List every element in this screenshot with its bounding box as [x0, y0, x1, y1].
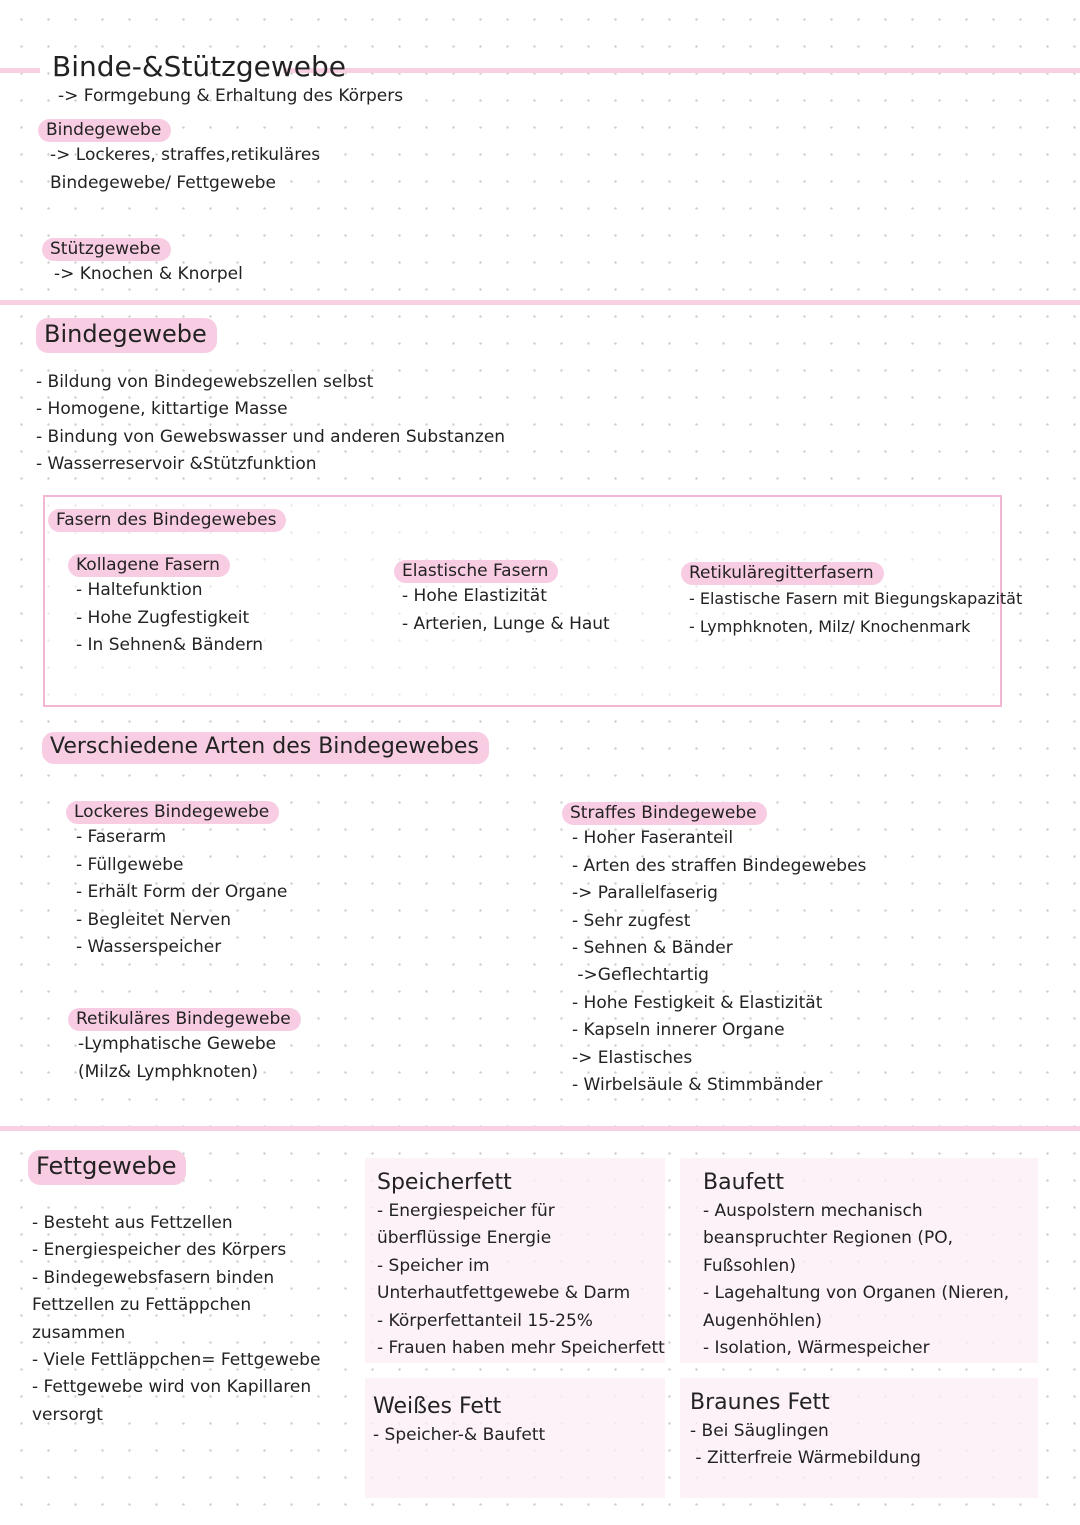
bindegewebe-section [36, 318, 505, 478]
list-item: - Faserarm [76, 827, 167, 848]
overview-stuetzgewebe-label: Stützgewebe [42, 238, 171, 261]
fasern-column-retikulaere [681, 562, 1022, 640]
straffes-items [572, 825, 866, 1099]
list-item: - Lagehaltung von Organen (Nieren, Augenhöhlen) [703, 1283, 1010, 1331]
list-item: - Frauen haben mehr Speicherfett [377, 1338, 665, 1359]
list-item: - Wirbelsäule & Stimmbänder [572, 1075, 823, 1096]
bindegewebe-points [36, 369, 505, 479]
fasern-column-label: Retikuläregitterfasern [681, 562, 884, 585]
list-item: - Haltefunktion [76, 580, 203, 601]
page-title: Binde-&Stützgewebe [52, 50, 346, 83]
list-item: - Wasserreservoir &Stützfunktion [36, 454, 317, 475]
list-item: ->Geflechtartig [572, 965, 709, 986]
braunes-fett-title: Braunes Fett [690, 1390, 830, 1415]
straffes-bindegewebe [562, 802, 866, 1099]
list-item: (Milz& Lymphknoten) [78, 1061, 258, 1082]
fasern-column-kollagene [68, 554, 263, 660]
list-item: - Bindung von Gewebswasser und anderen Substanzen [36, 426, 506, 447]
list-item: - Energiespeicher für überflüssige Energie [377, 1201, 555, 1249]
list-item: - Hohe Zugfestigkeit [76, 607, 250, 628]
retikulares-bindegewebe [68, 1008, 301, 1086]
list-item: - Bindegewebsfasern binden Fettzellen zu Fettäppchen zusammen [32, 1267, 275, 1343]
speicherfett-title: Speicherfett [377, 1170, 512, 1195]
list-item: - Wasserspeicher [76, 937, 222, 958]
fasern-column-elastische [394, 560, 610, 638]
list-item: - Kapseln innerer Organe [572, 1020, 785, 1041]
list-item: - Erhält Form der Organe [76, 882, 288, 903]
list-item: - Bei Säuglingen [690, 1421, 829, 1441]
fasern-column-label: Elastische Fasern [394, 560, 558, 583]
list-item: - Zitterfreie Wärmebildung [690, 1448, 921, 1469]
braunes-fett-items [690, 1418, 1020, 1473]
straffes-label: Straffes Bindegewebe [562, 802, 767, 825]
speicherfett-items [377, 1198, 665, 1362]
list-item: - Sehnen & Bänder [572, 938, 733, 959]
list-item: - Isolation, Wärmespeicher [703, 1338, 930, 1359]
list-item: - Auspolstern mechanisch beanspruchter Regionen (PO, Fußsohlen) [703, 1201, 953, 1276]
list-item: - Fettgewebe wird von Kapillaren versorgt [32, 1377, 312, 1425]
list-item: - Elastische Fasern mit Biegungskapazität [689, 589, 1023, 609]
weisses-fett-title: Weißes Fett [373, 1394, 502, 1419]
list-item: - Arterien, Lunge & Haut [402, 613, 610, 634]
lockeres-bindegewebe [66, 801, 287, 961]
top-divider-right [283, 68, 1080, 73]
list-item: - Begleitet Nerven [76, 909, 232, 930]
list-item: - Speicher im Unterhautfettgewebe & Darm [377, 1255, 631, 1304]
top-divider-left [0, 68, 40, 73]
fasern-box-title: Fasern des Bindegewebes [48, 509, 286, 532]
overview-bindegewebe-line: -> Lockeres, straffes,retikuläres [50, 145, 321, 166]
overview-bindegewebe [38, 119, 320, 197]
baufett-items [703, 1198, 1028, 1362]
arten-title-wrap [42, 732, 489, 764]
fasern-box-title-wrap [48, 509, 286, 532]
arten-title: Verschiedene Arten des Bindegewebes [42, 732, 489, 764]
braunes-fett [690, 1388, 1020, 1473]
list-item: - Hohe Festigkeit & Elastizität [572, 992, 823, 1013]
list-item: - Sehr zugfest [572, 910, 691, 931]
section-divider-1 [0, 300, 1080, 305]
overview-stuetzgewebe-line: -> Knochen & Knorpel [54, 264, 243, 285]
list-item: - Besteht aus Fettzellen [32, 1213, 233, 1233]
list-item: -> Elastisches [572, 1047, 693, 1068]
list-item: - Hoher Faseranteil [572, 828, 734, 849]
section-divider-2 [0, 1126, 1080, 1131]
fasern-column-label: Kollagene Fasern [68, 554, 230, 577]
overview-bindegewebe-line: Bindegewebe/ Fettgewebe [50, 172, 276, 193]
fettgewebe-title-wrap [28, 1150, 186, 1185]
lockeres-label: Lockeres Bindegewebe [66, 801, 279, 824]
weisses-fett [373, 1392, 658, 1449]
list-item: -> Parallelfaserig [572, 883, 718, 904]
lockeres-items [76, 824, 287, 961]
list-item: - Bildung von Bindegewebszellen selbst [36, 371, 374, 392]
overview-bindegewebe-label: Bindegewebe [38, 119, 171, 142]
list-item: - Homogene, kittartige Masse [36, 399, 288, 420]
list-item: - Körperfettanteil 15-25% [377, 1310, 593, 1331]
fasern-column-items [76, 577, 263, 659]
list-item: - Viele Fettläppchen= Fettgewebe [32, 1350, 321, 1371]
retikulares-label: Retikuläres Bindegewebe [68, 1008, 301, 1031]
list-item: - Lymphknoten, Milz/ Knochenmark [689, 616, 971, 636]
list-item: - In Sehnen& Bändern [76, 635, 263, 656]
baufett-title: Baufett [703, 1170, 785, 1195]
page-subtitle: -> Formgebung & Erhaltung des Körpers [58, 86, 404, 106]
list-item: - Hohe Elastizität [402, 586, 547, 607]
weisses-fett-items [373, 1422, 658, 1449]
list-item: - Speicher-& Baufett [373, 1425, 546, 1445]
list-item: -Lymphatische Gewebe [78, 1034, 277, 1055]
retikulares-items [78, 1031, 301, 1086]
fettgewebe-title: Fettgewebe [28, 1150, 186, 1185]
list-item: - Füllgewebe [76, 854, 184, 875]
fasern-column-items [402, 583, 610, 638]
speicherfett [377, 1168, 665, 1362]
fettgewebe-points [32, 1210, 332, 1429]
bindegewebe-title: Bindegewebe [36, 318, 217, 353]
overview-stuetzgewebe [42, 238, 243, 289]
fasern-column-items [689, 585, 1022, 640]
baufett [703, 1168, 1028, 1362]
list-item: - Arten des straffen Bindegewebes [572, 855, 867, 876]
list-item: - Energiespeicher des Körpers [32, 1240, 287, 1261]
